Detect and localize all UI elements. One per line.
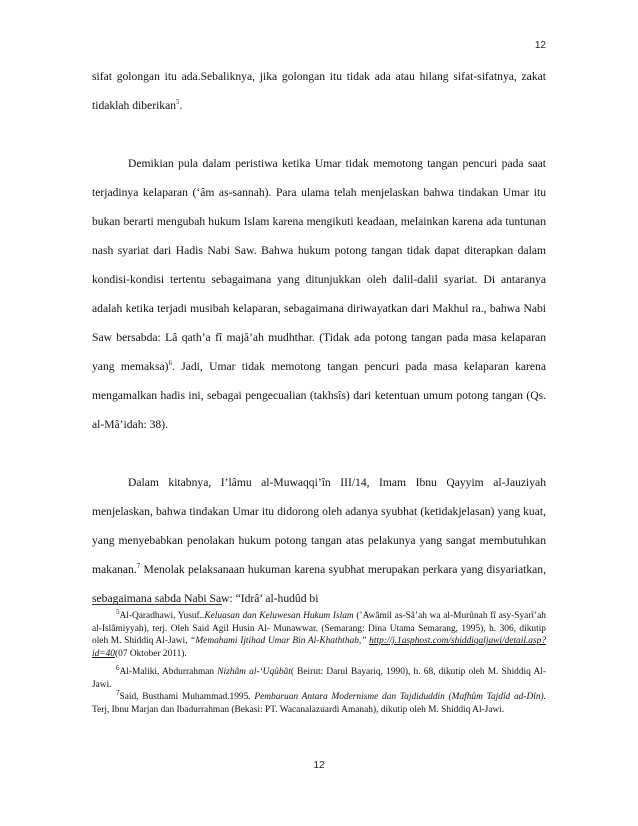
page-number-bottom: 12	[313, 760, 325, 771]
footnote-divider	[92, 604, 222, 605]
paragraph-2: Demikian pula dalam peristiwa ketika Umar tidak memotong tangan pencuri pada saat terjadinya kelaparan (‘âm as-sannah). Para ulama telah menjelaskan bahwa tindakan Umar itu bukan berarti mengubah hukum Islam karena mengikuti keadaan, melainkan karena ada tuntunan nash syariat dari Hadis Nabi Saw. Bahwa hukum potong tangan tidak dapat diterapkan dalam kondisi-kondisi tertentu sebagaimana yang ditunjukkan oleh dalil-dalil syariat. Di antaranya adalah ketika terjadi musibah kelaparan, sebagaimana diriwayatkan dari Makhul ra., bahwa Nabi Saw bersabda: Lâ qath’a fî majâ’ah mudhthar. (Tidak ada potong tangan pada masa kelaparan yang memaksa)$^6$. Jadi, Umar tidak memotong tangan pencuri pada masa kelaparan karena mengamalkan hadis ini, sebagai pengecualian (takhsîs) dari ketentuan umum potong tangan (Qs. al-Mâ’idah: 38).	[92, 157, 546, 431]
footnote-7: $^7$Said, Busthami Muhammad.1995. Pembaruan Antara Modernisme dan Tajdiduddin (Mafhûm Tajdîd ad-Dîn). Terj, Ibnu Marjan dan Ibadurrahman (Bekasi: PT. Wacanalazuardi Amanah), dikutip oleh M. Shiddiq Al-Jawi.	[92, 688, 546, 715]
footnotes	[92, 607, 547, 722]
paragraph-1: sifat golongan itu ada.Sebaliknya, jika golongan itu tidak ada atau hilang sifat-sifatnya, zakat tidaklah diberikan$^5$.	[92, 70, 546, 112]
footnote-6: $^6$Al-Maliki, Abdurrahman Nizhâm al-‘Uqûbât( Beirut: Darul Bayariq, 1990), h. 68, dikutip oleh M. Shiddiq Al-Jawi.	[92, 663, 547, 690]
footnote-5: $^5$Al-Qaradhawi, Yusuf..Keluasan dan Keluwesan Hukum Islam (’Awâmil as-Sâ’ah wa al-Murûnah fî asy-Syarî’ah al-Islâmiyyah), terj. Oleh Said Agil Husin Al- Munawwar. (Semarang: Dina Utama Semarang, 1995), h. 306, dikutip oleh M. Shiddiq Al-Jawi, “Memahami Ijtihad Umar Bin Al-Khaththab,” http://j.1asphost.com/shiddiqaljawi/detail.asp?id=40(07 Oktober 2011).	[92, 607, 547, 659]
footnote-ref-5[interactable]: 5	[176, 98, 180, 107]
page-number-top: 12	[534, 40, 546, 51]
paragraph-3: Dalam kitabnya, I’lâmu al-Muwaqqi’în III/14, Imam Ibnu Qayyim al-Jauziyah menjelaskan, bahwa tindakan Umar itu didorong oleh adanya syubhat (ketidakjelasan) yang kuat, yang menyebabkan penolakan hukum potong tangan atas pelakunya yang sangat membutuhkan makanan.$^7$ Menolak pelaksanaan hukuman karena syubhat merupakan perkara yang disyariatkan, sebagaimana sabda Nabi Saw: “Idrâ’ al-hudûd bi	[92, 476, 546, 605]
body-text	[92, 62, 546, 613]
footnote-ref-7[interactable]: 7	[136, 562, 141, 571]
footnote-ref-6[interactable]: 6	[168, 359, 172, 368]
footnote-5-link[interactable]: http://j.1asphost.com/shiddiqaljawi/detail.asp?id=40	[92, 636, 547, 659]
